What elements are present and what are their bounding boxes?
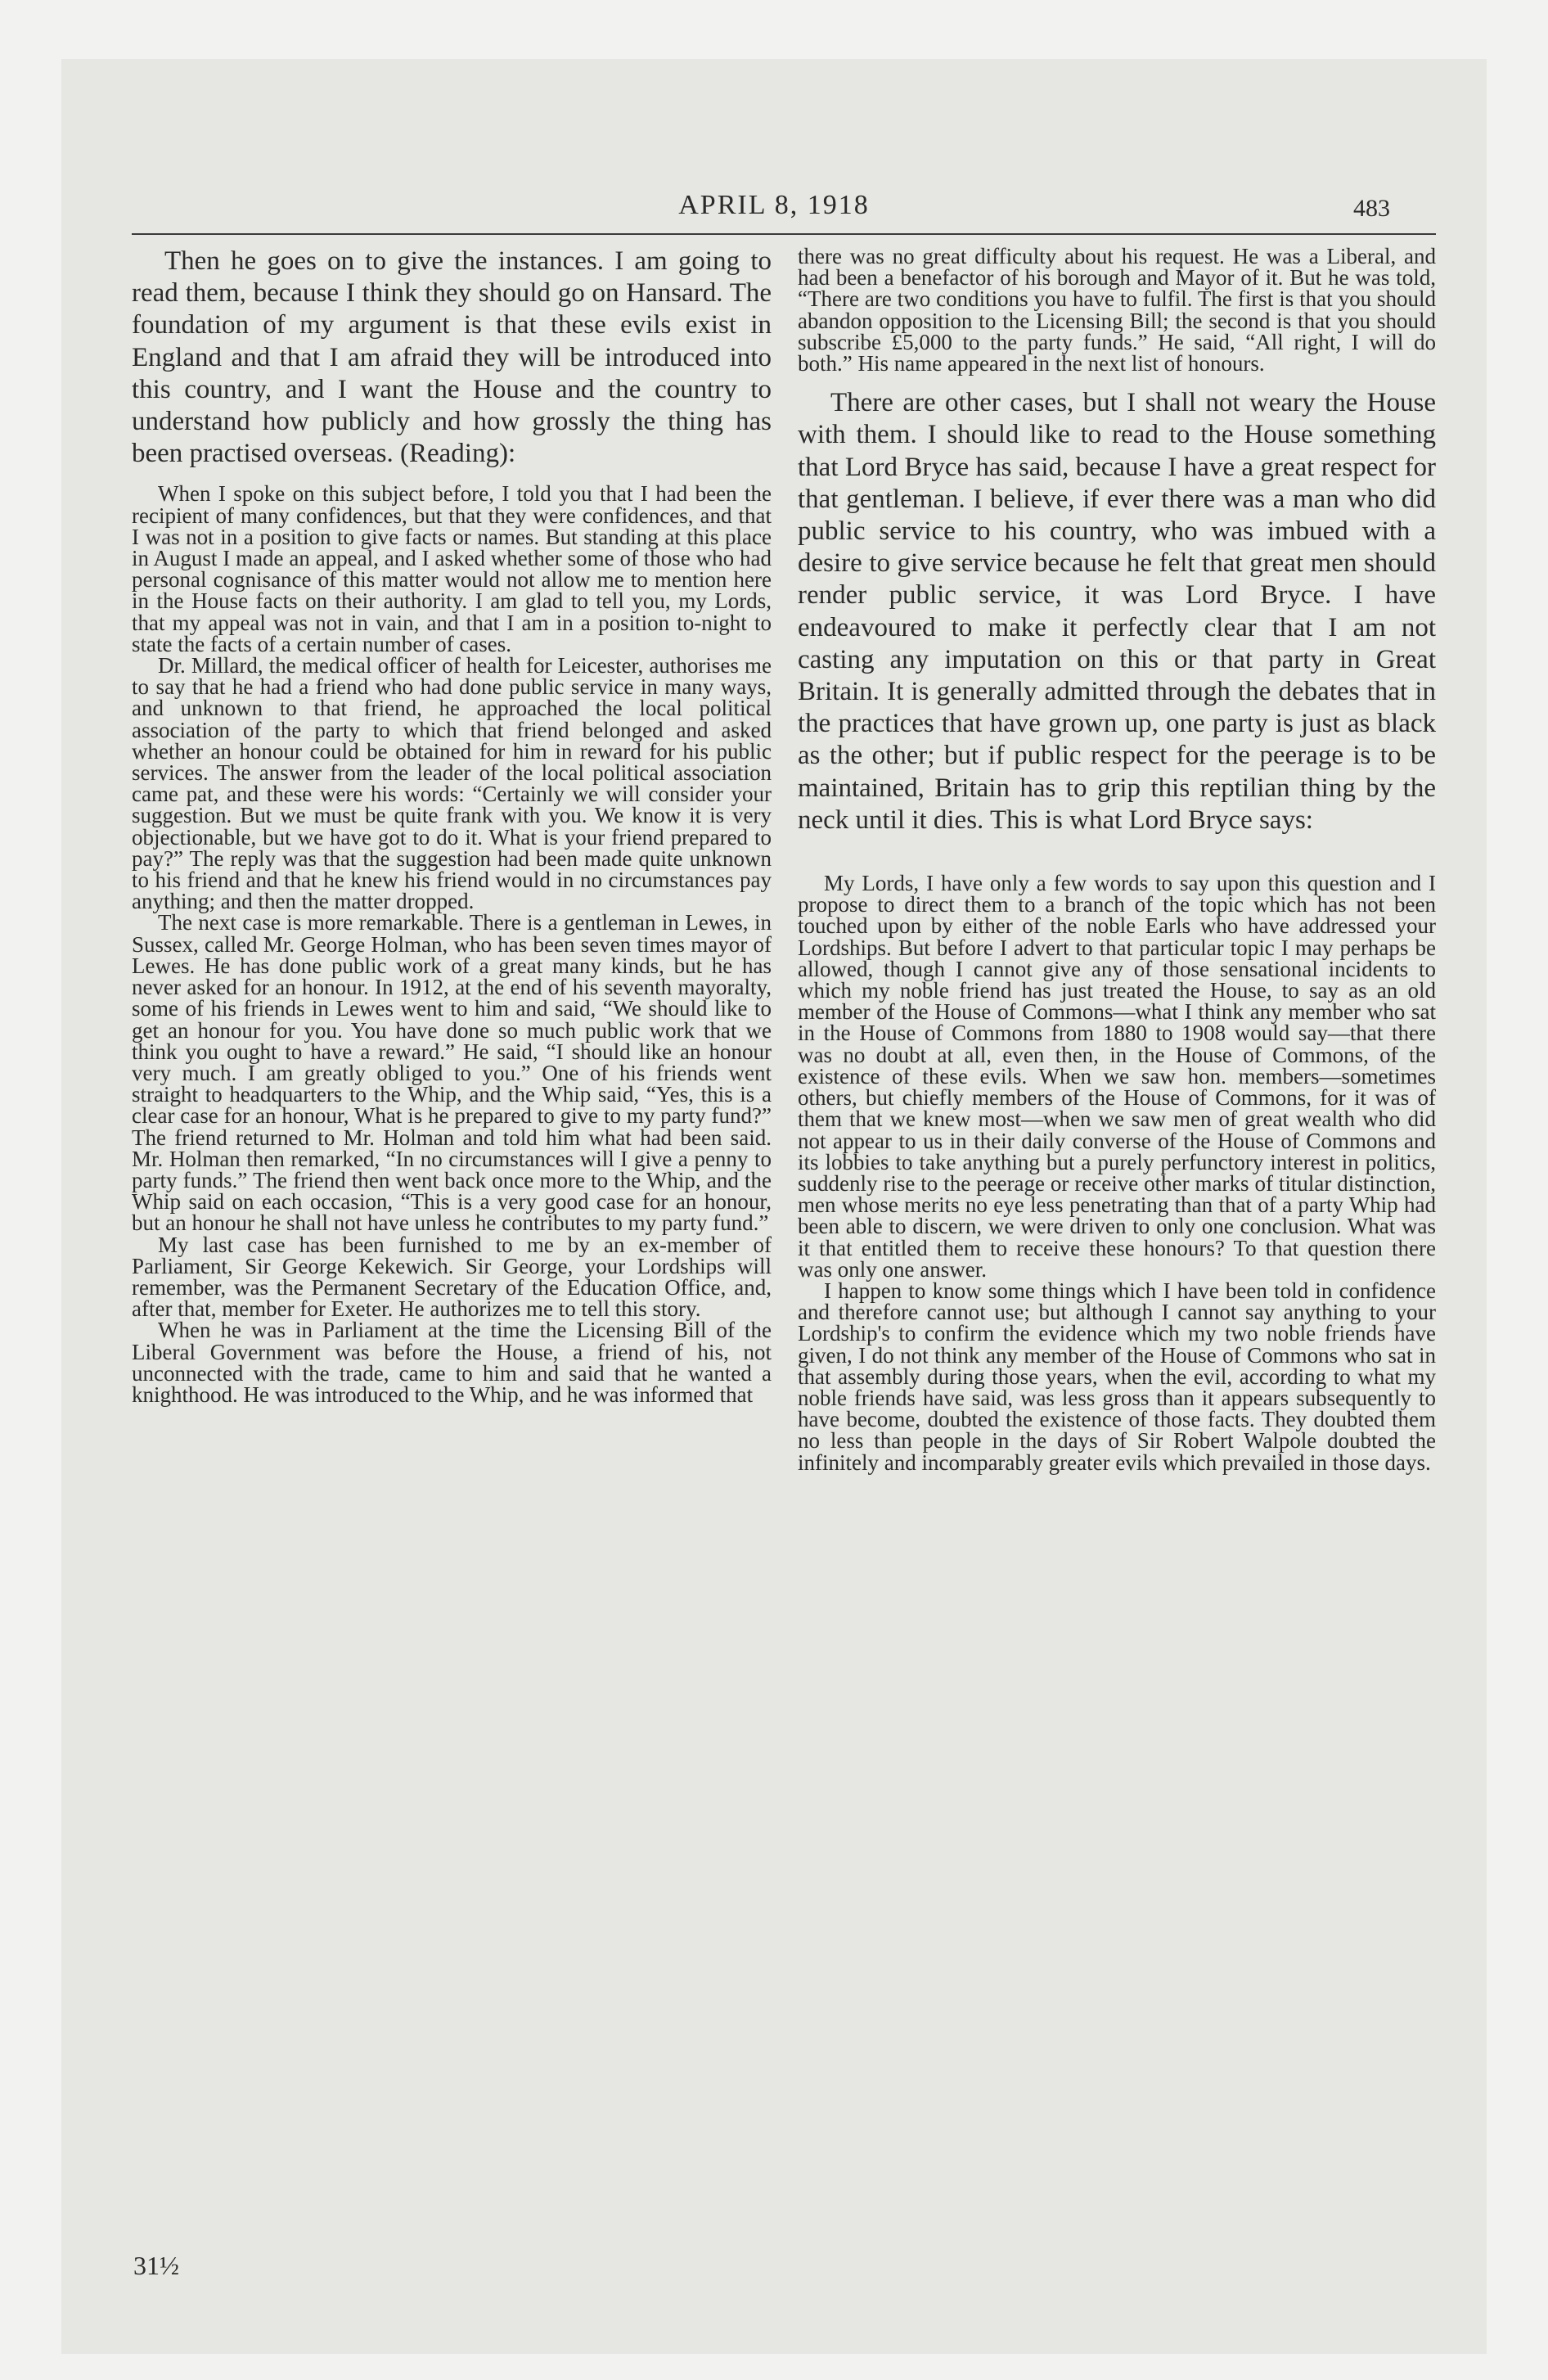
page-header: [61, 190, 1487, 223]
document-page: [61, 59, 1487, 2354]
signature-mark: 31½: [133, 2251, 179, 2280]
quote-paragraph: I happen to know some things which I have been told in confidence and therefore cannot use; but although I cannot say anything to your Lordship's to confirm the evidence which my two noble friends have given, I do not think any member of the House of Commons who sat in that assembly during those years, when the evil, according to what my noble friends have said, was less gross than it appears subsequently to have become, doubted the existence of those facts. They doubted them no less than people in the days of Sir Robert Walpole doubted the infinitely and incomparably greater evils which prevailed in those days.: [798, 1278, 1436, 1475]
left-column: [132, 246, 772, 2243]
quote-paragraph: The next case is more remarkable. There is a gentleman in Lewes, in Sussex, called Mr. George Holman, who has been seven times mayor of Lewes. He has done public work of a great many kinds, but he has never asked for an honour. In 1912, at the end of his seventh mayoralty, some of his friends in Lewes went to him and said, “We should like to get an honour for you. You have done so much public work that we think you ought to have a reward.” He said, “I should like an honour very much. I am greatly obliged to you.” One of his friends went straight to headquarters to the Whip, and the Whip said, “Yes, this is a clear case for an honour, What is he prepared to give to my party fund?” The friend returned to Mr. Holman and told him what had been said. Mr. Holman then remarked, “In no circumstances will I give a penny to party funds.” The friend then went back once more to the Whip, and the Whip said on each occasion, “This is a very good case for an honour, but an honour he shall not have unless he contributes to my party fund.”: [132, 910, 772, 1236]
quote-paragraph: My last case has been furnished to me by an ex-member of Parliament, Sir George Kekewich. Sir George, your Lordships will remember, was the Permanent Secretary of the Education Office, and, after that, member for Exeter. He authorizes me to tell this story.: [132, 1232, 772, 1322]
quote-paragraph: When I spoke on this subject before, I told you that I had been the recipient of many confidences, but that they were confidences, and that I was not in a position to give facts or names. But standing at this place in August I made an appeal, and I asked whether some of those who had personal cognisance of this matter would not allow me to mention here in the House facts on their authority. I am glad to tell you, my Lords, that my appeal was not in vain, and that I am in a position to-night to state the facts of a certain number of cases.: [132, 481, 772, 656]
header-rule: [132, 233, 1436, 235]
right-column: [798, 246, 1436, 2243]
page-number: 483: [1353, 195, 1390, 222]
body-paragraph: There are other cases, but I shall not weary the House with them. I should like to read to the House something that Lord Bryce has said, because I have a great respect for that gentleman. I believe, if ever there was a man who did public service to his country, who was imbued with a desire to give service because he felt that great men should render public service, it was Lord Bryce. I have endeavoured to make it perfectly clear that I am not casting any imputation on this or that party in Great Britain. It is generally admitted through the debates that in the practices that have grown up, one party is just as black as the other; but if public respect for the peerage is to be maintained, Britain has to grip this reptilian thing by the neck until it dies. This is what Lord Bryce says:: [798, 388, 1436, 835]
quote-paragraph: Dr. Millard, the medical officer of health for Leicester, authorises me to say that he had a friend who had done public service in many ways, and unknown to that friend, he approached the local political association of the party to which that friend belonged and asked whether an honour could be obtained for him in reward for his public services. The answer from the leader of the local political association came pat, and these were his words: “Certainly we will consider your suggestion. But we must be quite frank with you. We know it is very objectionable, but we have got to do it. What is your friend prepared to pay?” The reply was that the suggestion had been made quite unknown to his friend and that he knew his friend would in no circumstances pay anything; and then the matter dropped.: [132, 653, 772, 914]
quote-paragraph: When he was in Parliament at the time the Licensing Bill of the Liberal Government was before the House, a friend of his, not unconnected with the trade, came to him and said that he wanted a knighthood. He was introduced to the Whip, and he was informed that: [132, 1318, 772, 1407]
continuation-paragraph: there was no great difficulty about his request. He was a Liberal, and had been a benefactor of his borough and Mayor of it. But he was told, “There are two conditions you have to fulfil. The first is that you should abandon opposition to the Licensing Bill; the second is that you should subscribe £5,000 to the party funds.” He said, “All right, I will do both.” His name appeared in the next list of honours.: [798, 246, 1436, 376]
intro-paragraph: Then he goes on to give the instances. I am going to read them, because I think they should go on Hansard. The foundation of my argument is that these evils exist in England and that I am afraid they will be introduced into this country, and I want the House and the country to understand how publicly and how grossly the thing has been practised overseas. (Reading):: [132, 246, 772, 469]
header-date: APRIL 8, 1918: [678, 190, 870, 220]
quote-paragraph: My Lords, I have only a few words to say upon this question and I propose to direct them to a branch of the topic which has not been touched upon by either of the noble Earls who have addressed your Lordships. But before I advert to that particular topic I may perhaps be allowed, though I cannot give any of those sensational incidents to which my noble friend has just treated the House, to say as an old member of the House of Commons—what I think any member who sat in the House of Commons from 1880 to 1908 would say—that there was no doubt at all, even then, in the House of Commons, of the existence of these evils. When we saw hon. members—sometimes others, but chiefly members of the House of Commons, for it was of them that we knew most—when we saw men of great wealth who did not appear to us in their daily converse of the House of Commons and its lobbies to take anything but a purely perfunctory interest in politics, suddenly rise to the peerage or receive other marks of titular distinction, men whose merits no eye less penetrating than that of a party Whip had been able to discern, we were driven to only one conclusion. What was it that entitled them to receive these honours? To that question there was only one answer.: [798, 871, 1436, 1282]
